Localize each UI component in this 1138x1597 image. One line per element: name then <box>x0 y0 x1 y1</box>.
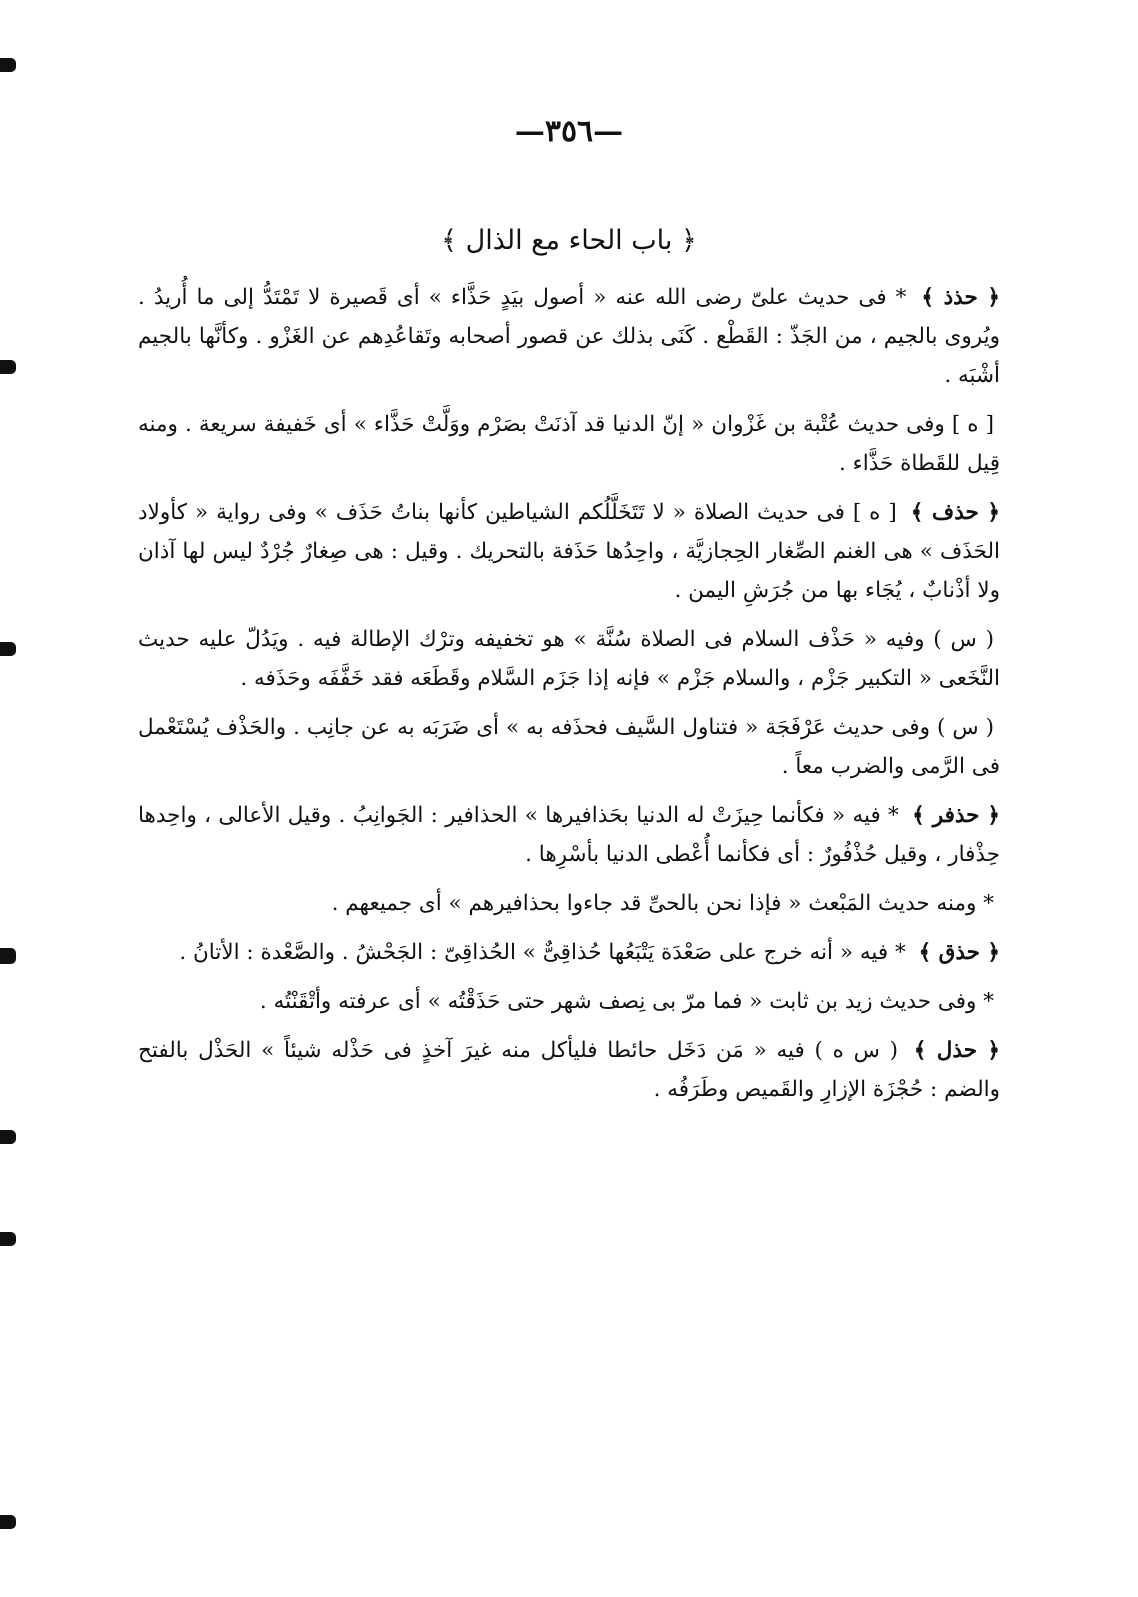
scan-edge-mark <box>0 1515 16 1529</box>
entry-text: * ومنه حديث المَبْعث « فإذا نحن بالحىِّ قد جاءوا بحذافيرهم » أى جميعهم . <box>331 891 994 916</box>
chapter-title: ﴿ باب الحاء مع الذال ﴾ <box>441 225 697 256</box>
entry-text: ( س ه ) فيه « مَن دَخَل حائطا فليأكل منه غيرَ آخذٍ فى حَذْله شيئاً » الحَذْل بالفتح والضم : حُجْزَة الإزارِ والقَميص وطَرَفُه . <box>138 1038 1000 1102</box>
scan-edge-mark <box>0 58 16 72</box>
dictionary-entry <box>138 933 1000 972</box>
dictionary-entry <box>138 884 1000 923</box>
scan-edge-mark <box>0 642 16 656</box>
entry-headword: ﴿ حذف ﴾ <box>910 500 1000 525</box>
entry-text: [ ه ] وفى حديث عُتْبة بن غَزْوان « إنّ الدنيا قد آذنَتْ بصَرْم ووَلَّتْ حَذَّاء » أى خَفيفة سريعة . ومنه قِيل للقَطاة حَذَّاء . <box>138 412 1000 476</box>
entry-text: * وفى حديث زيد بن ثابت « فما مرّ بى نِصف شهر حتى حَذَقْتُه » أى عرفته وأتْقَنْتُه . <box>259 989 994 1014</box>
scan-edge-mark <box>0 1130 16 1144</box>
dictionary-entry <box>138 405 1000 483</box>
entry-text: ( س ) وفيه « حَذْف السلام فى الصلاة سُنَّة » هو تخفيفه وترْك الإطالة فيه . ويَدُلّ عليه حديث النَّخَعى « التكبير جَزْم ، والسلام جَزْم » فإنه إذا جَزَم السَّلام وقَطَعَه فقد خَفَّفَه وحَذَفه . <box>138 627 1000 691</box>
entry-headword: ﴿ حذذ ﴾ <box>921 285 1000 310</box>
scan-edge-mark <box>0 360 16 374</box>
entry-text: * فى حديث علىّ رضى الله عنه « أصول بيَدٍ حَذَّاء » أى قَصيرة لا تَمْتَدُّ إلى ما أُريدُ . ويُروى بالجيم ، من الجَذّ : القَطْع . كَنَى بذلك عن قصور أصحابه وتَقاعُدِهم عن الغَزْو . وكأنَّها بالجيم أشْبَه . <box>138 285 1000 388</box>
entry-headword: ﴿ حذل ﴾ <box>913 1038 1000 1063</box>
dictionary-entry <box>138 982 1000 1021</box>
document-page <box>138 100 1000 1119</box>
dictionary-entry <box>138 620 1000 698</box>
dictionary-entry <box>138 278 1000 395</box>
page-number: —٣٥٦— <box>514 114 624 149</box>
dictionary-entry <box>138 1031 1000 1109</box>
scan-edge-mark <box>0 1232 16 1246</box>
entry-headword: ﴿ حذق ﴾ <box>918 940 1000 965</box>
scan-edge-mark <box>0 948 16 964</box>
entry-text: * فيه « فكأنما حِيزَتْ له الدنيا بحَذافيرها » الحذافير : الجَوانِبُ . وقيل الأعالى ، واحِدها حِذْفار ، وقيل حُذْفُورٌ : أى فكأنما أُعْطى الدنيا بأسْرِها . <box>138 803 1000 867</box>
entry-text: [ ه ] فى حديث الصلاة « لا تَتَخَلَّلُكم الشياطين كأنها بناتُ حَذَف » وفى رواية « كأولاد الحَذَف » هى الغنم الصِّغار الحِجازيَّة ، واحِدُها حَذَفة بالتحريك . وقيل : هى صِغارٌ جُرْدٌ ليس لها آذان ولا أذْنابٌ ، يُجَاء بها من جُرَشِ اليمن . <box>138 500 1000 603</box>
entry-headword: ﴿ حذفر ﴾ <box>912 803 1000 828</box>
entry-text: ( س ) وفى حديث عَرْفَجَة « فتناول السَّيف فحذَفه به » أى ضَرَبَه به عن جانِب . والحَذْف يُسْتَعْمل فى الرَّمى والضرب معاً . <box>138 715 1000 779</box>
dictionary-entry <box>138 796 1000 874</box>
dictionary-entry <box>138 708 1000 786</box>
entry-list <box>138 278 1000 1109</box>
entry-text: * فيه « أنه خرج على صَعْدَة يَتْبَعُها حُذاقِىٌّ » الحُذاقِىّ : الجَحْشُ . والصَّعْدة : الأتانُ . <box>179 940 906 965</box>
dictionary-entry <box>138 493 1000 610</box>
